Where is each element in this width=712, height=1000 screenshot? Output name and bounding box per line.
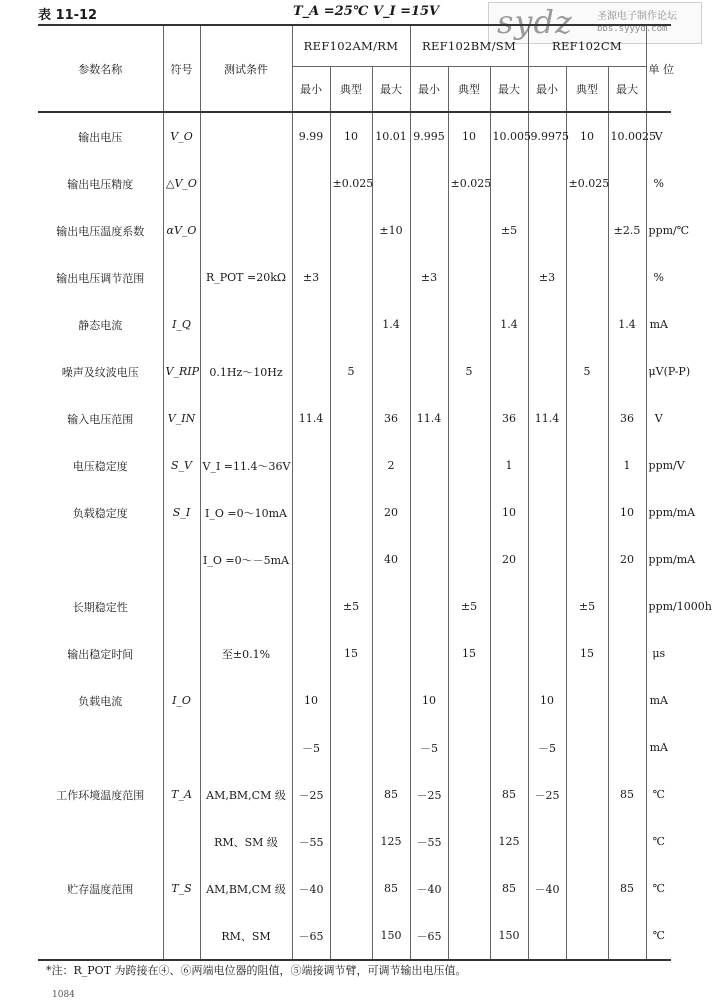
table-row bbox=[38, 207, 671, 254]
b-typ-cell bbox=[448, 442, 490, 489]
c-min-cell bbox=[528, 160, 566, 207]
symbol-cell: T_S bbox=[163, 865, 200, 912]
symbol-cell: V_O bbox=[163, 112, 200, 160]
c-typ-cell bbox=[566, 771, 608, 818]
c-min-cell: －40 bbox=[528, 865, 566, 912]
c-typ-cell bbox=[566, 536, 608, 583]
table-row bbox=[38, 112, 671, 160]
table-row bbox=[38, 301, 671, 348]
c-max-cell bbox=[608, 724, 646, 771]
a-max-cell bbox=[372, 630, 410, 677]
b-max-cell: 1 bbox=[490, 442, 528, 489]
param-name-cell: 负载稳定度 bbox=[38, 489, 163, 536]
b-typ-cell bbox=[448, 771, 490, 818]
c-min-cell: 10 bbox=[528, 677, 566, 724]
condition-cell bbox=[200, 395, 292, 442]
unit-cell: ppm/V bbox=[646, 442, 671, 489]
c-min-cell bbox=[528, 583, 566, 630]
a-min-cell bbox=[292, 489, 330, 536]
unit-cell: V bbox=[646, 395, 671, 442]
b-min-cell: ±3 bbox=[410, 254, 448, 301]
c-max-cell: 85 bbox=[608, 865, 646, 912]
b-max-cell bbox=[490, 160, 528, 207]
b-max-cell bbox=[490, 348, 528, 395]
a-typ-cell: ±0.025 bbox=[330, 160, 372, 207]
a-typ-cell bbox=[330, 912, 372, 960]
c-typ-cell bbox=[566, 865, 608, 912]
a-min-cell bbox=[292, 160, 330, 207]
a-typ-header: 典型 bbox=[330, 67, 372, 113]
a-min-cell bbox=[292, 583, 330, 630]
b-max-cell: 85 bbox=[490, 865, 528, 912]
b-max-cell: 36 bbox=[490, 395, 528, 442]
a-typ-cell bbox=[330, 395, 372, 442]
c-min-cell: －5 bbox=[528, 724, 566, 771]
param-name-cell bbox=[38, 912, 163, 960]
c-typ-cell: 10 bbox=[566, 112, 608, 160]
b-min-cell: 10 bbox=[410, 677, 448, 724]
unit-cell: μs bbox=[646, 630, 671, 677]
symbol-cell bbox=[163, 912, 200, 960]
a-min-cell: 9.99 bbox=[292, 112, 330, 160]
c-min-cell: －25 bbox=[528, 771, 566, 818]
group-c-header: REF102CM bbox=[528, 25, 646, 67]
b-typ-cell bbox=[448, 677, 490, 724]
unit-cell: ppm/mA bbox=[646, 489, 671, 536]
condition-cell: RM、SM bbox=[200, 912, 292, 960]
table-row bbox=[38, 536, 671, 583]
b-typ-cell: 15 bbox=[448, 630, 490, 677]
a-max-cell: 10.01 bbox=[372, 112, 410, 160]
b-min-cell bbox=[410, 489, 448, 536]
condition-cell: 0.1Hz～10Hz bbox=[200, 348, 292, 395]
b-typ-cell bbox=[448, 724, 490, 771]
condition-cell: I_O =0～－5mA bbox=[200, 536, 292, 583]
b-min-cell: －55 bbox=[410, 818, 448, 865]
b-min-cell: 11.4 bbox=[410, 395, 448, 442]
b-typ-cell: ±0.025 bbox=[448, 160, 490, 207]
param-name-cell bbox=[38, 724, 163, 771]
b-min-cell: 9.995 bbox=[410, 112, 448, 160]
b-max-cell: 150 bbox=[490, 912, 528, 960]
b-min-cell bbox=[410, 442, 448, 489]
a-min-cell: 11.4 bbox=[292, 395, 330, 442]
condition-cell bbox=[200, 677, 292, 724]
c-max-cell: 20 bbox=[608, 536, 646, 583]
c-min-cell bbox=[528, 912, 566, 960]
spec-table bbox=[38, 24, 712, 961]
c-typ-cell bbox=[566, 489, 608, 536]
a-min-header: 最小 bbox=[292, 67, 330, 113]
param-name-cell: 输出电压调节范围 bbox=[38, 254, 163, 301]
b-typ-cell bbox=[448, 912, 490, 960]
c-min-cell bbox=[528, 207, 566, 254]
a-max-cell: 85 bbox=[372, 771, 410, 818]
a-max-cell: 40 bbox=[372, 536, 410, 583]
table-row bbox=[38, 583, 671, 630]
test-conditions: T_A =25℃ V_I =15V bbox=[293, 4, 440, 19]
symbol-cell: S_I bbox=[163, 489, 200, 536]
b-min-cell bbox=[410, 536, 448, 583]
watermark-name: 圣源电子制作论坛 bbox=[597, 11, 677, 22]
b-max-cell: 85 bbox=[490, 771, 528, 818]
symbol-cell: V_RIP bbox=[163, 348, 200, 395]
b-max-cell bbox=[490, 583, 528, 630]
table-row bbox=[38, 724, 671, 771]
param-name-cell: 输出电压精度 bbox=[38, 160, 163, 207]
a-max-cell: 150 bbox=[372, 912, 410, 960]
b-min-cell bbox=[410, 301, 448, 348]
col-condition-header: 测试条件 bbox=[200, 25, 292, 112]
symbol-cell bbox=[163, 536, 200, 583]
unit-cell: ℃ bbox=[646, 818, 671, 865]
col-unit-header: 单 位 bbox=[646, 25, 671, 112]
condition-cell bbox=[200, 112, 292, 160]
c-max-cell bbox=[608, 677, 646, 724]
b-min-cell: －5 bbox=[410, 724, 448, 771]
a-min-cell bbox=[292, 301, 330, 348]
a-min-cell bbox=[292, 442, 330, 489]
c-min-cell: 9.9975 bbox=[528, 112, 566, 160]
a-typ-cell bbox=[330, 818, 372, 865]
c-max-cell bbox=[608, 348, 646, 395]
b-typ-cell bbox=[448, 301, 490, 348]
param-name-cell: 长期稳定性 bbox=[38, 583, 163, 630]
unit-cell: ppm/℃ bbox=[646, 207, 671, 254]
a-typ-cell: 5 bbox=[330, 348, 372, 395]
param-name-cell: 输出稳定时间 bbox=[38, 630, 163, 677]
param-name-cell: 输出电压 bbox=[38, 112, 163, 160]
unit-cell: mA bbox=[646, 724, 671, 771]
a-max-cell: 36 bbox=[372, 395, 410, 442]
a-max-cell: ±10 bbox=[372, 207, 410, 254]
c-typ-cell: ±0.025 bbox=[566, 160, 608, 207]
c-max-cell: 36 bbox=[608, 395, 646, 442]
symbol-cell bbox=[163, 724, 200, 771]
a-typ-cell bbox=[330, 677, 372, 724]
c-min-cell: 11.4 bbox=[528, 395, 566, 442]
b-typ-cell: 10 bbox=[448, 112, 490, 160]
b-min-cell bbox=[410, 630, 448, 677]
table-row bbox=[38, 865, 671, 912]
group-b-header: REF102BM/SM bbox=[410, 25, 528, 67]
a-min-cell bbox=[292, 630, 330, 677]
a-max-header: 最大 bbox=[372, 67, 410, 113]
symbol-cell: △V_O bbox=[163, 160, 200, 207]
table-header-row bbox=[38, 25, 671, 67]
symbol-cell: I_O bbox=[163, 677, 200, 724]
a-min-cell: －25 bbox=[292, 771, 330, 818]
c-min-cell bbox=[528, 536, 566, 583]
a-max-cell: 20 bbox=[372, 489, 410, 536]
c-typ-cell bbox=[566, 677, 608, 724]
b-max-cell: 20 bbox=[490, 536, 528, 583]
param-name-cell: 噪声及纹波电压 bbox=[38, 348, 163, 395]
a-min-cell bbox=[292, 536, 330, 583]
param-name-cell: 电压稳定度 bbox=[38, 442, 163, 489]
a-max-cell: 125 bbox=[372, 818, 410, 865]
a-max-cell bbox=[372, 583, 410, 630]
b-max-header: 最大 bbox=[490, 67, 528, 113]
symbol-cell: S_V bbox=[163, 442, 200, 489]
condition-cell bbox=[200, 160, 292, 207]
a-typ-cell bbox=[330, 724, 372, 771]
a-typ-cell bbox=[330, 536, 372, 583]
c-max-header: 最大 bbox=[608, 67, 646, 113]
b-typ-cell bbox=[448, 818, 490, 865]
a-max-cell: 2 bbox=[372, 442, 410, 489]
b-typ-header: 典型 bbox=[448, 67, 490, 113]
unit-cell: mA bbox=[646, 301, 671, 348]
b-min-cell bbox=[410, 583, 448, 630]
condition-cell: 至±0.1% bbox=[200, 630, 292, 677]
b-max-cell bbox=[490, 677, 528, 724]
b-max-cell bbox=[490, 724, 528, 771]
condition-cell: AM,BM,CM 级 bbox=[200, 771, 292, 818]
unit-cell: ppm/1000h bbox=[646, 583, 671, 630]
symbol-cell bbox=[163, 630, 200, 677]
c-max-cell: 1.4 bbox=[608, 301, 646, 348]
table-row bbox=[38, 489, 671, 536]
symbol-cell: T_A bbox=[163, 771, 200, 818]
unit-cell: ℃ bbox=[646, 771, 671, 818]
b-max-cell bbox=[490, 630, 528, 677]
c-max-cell: 85 bbox=[608, 771, 646, 818]
param-name-cell: 负载电流 bbox=[38, 677, 163, 724]
table-row bbox=[38, 771, 671, 818]
symbol-cell: I_Q bbox=[163, 301, 200, 348]
b-min-cell: －40 bbox=[410, 865, 448, 912]
c-max-cell bbox=[608, 254, 646, 301]
c-typ-cell bbox=[566, 724, 608, 771]
param-name-cell: 工作环境温度范围 bbox=[38, 771, 163, 818]
c-typ-cell bbox=[566, 301, 608, 348]
a-min-cell: －40 bbox=[292, 865, 330, 912]
a-min-cell: －65 bbox=[292, 912, 330, 960]
a-min-cell: －5 bbox=[292, 724, 330, 771]
a-max-cell bbox=[372, 348, 410, 395]
c-min-cell: ±3 bbox=[528, 254, 566, 301]
c-max-cell bbox=[608, 583, 646, 630]
b-typ-cell bbox=[448, 536, 490, 583]
c-typ-cell: 5 bbox=[566, 348, 608, 395]
c-max-cell bbox=[608, 160, 646, 207]
a-typ-cell bbox=[330, 442, 372, 489]
b-max-cell bbox=[490, 254, 528, 301]
a-min-cell: 10 bbox=[292, 677, 330, 724]
c-min-cell bbox=[528, 818, 566, 865]
symbol-cell bbox=[163, 254, 200, 301]
symbol-cell: V_IN bbox=[163, 395, 200, 442]
b-typ-cell bbox=[448, 254, 490, 301]
b-min-cell bbox=[410, 160, 448, 207]
c-max-cell bbox=[608, 630, 646, 677]
b-typ-cell: 5 bbox=[448, 348, 490, 395]
b-max-cell: 10 bbox=[490, 489, 528, 536]
unit-cell: μV(P-P) bbox=[646, 348, 671, 395]
symbol-cell bbox=[163, 818, 200, 865]
page-number: 1084 bbox=[52, 990, 75, 1000]
a-max-cell bbox=[372, 254, 410, 301]
param-name-cell: 输出电压温度系数 bbox=[38, 207, 163, 254]
condition-cell: V_I =11.4～36V bbox=[200, 442, 292, 489]
table-row bbox=[38, 348, 671, 395]
watermark-url: bbs.syyyd.com bbox=[597, 24, 668, 34]
b-typ-cell bbox=[448, 395, 490, 442]
b-min-cell bbox=[410, 348, 448, 395]
b-typ-cell: ±5 bbox=[448, 583, 490, 630]
symbol-cell bbox=[163, 583, 200, 630]
watermark-logo: sydz bbox=[497, 3, 573, 41]
c-max-cell: 1 bbox=[608, 442, 646, 489]
b-min-cell: －25 bbox=[410, 771, 448, 818]
condition-cell: RM、SM 级 bbox=[200, 818, 292, 865]
b-max-cell: 1.4 bbox=[490, 301, 528, 348]
a-typ-cell: 15 bbox=[330, 630, 372, 677]
a-typ-cell: ±5 bbox=[330, 583, 372, 630]
c-min-header: 最小 bbox=[528, 67, 566, 113]
a-min-cell: ±3 bbox=[292, 254, 330, 301]
b-min-cell: －65 bbox=[410, 912, 448, 960]
unit-cell: V bbox=[646, 112, 671, 160]
a-max-cell: 1.4 bbox=[372, 301, 410, 348]
c-min-cell bbox=[528, 301, 566, 348]
unit-cell: ℃ bbox=[646, 865, 671, 912]
a-typ-cell bbox=[330, 254, 372, 301]
unit-cell: ppm/mA bbox=[646, 536, 671, 583]
col-symbol-header: 符号 bbox=[163, 25, 200, 112]
unit-cell: ℃ bbox=[646, 912, 671, 960]
unit-cell: % bbox=[646, 160, 671, 207]
condition-cell: R_POT =20kΩ bbox=[200, 254, 292, 301]
c-typ-cell: 15 bbox=[566, 630, 608, 677]
a-max-cell bbox=[372, 724, 410, 771]
c-typ-cell bbox=[566, 818, 608, 865]
table-row bbox=[38, 677, 671, 724]
table-number: 表 11-12 bbox=[38, 8, 98, 23]
table-row bbox=[38, 442, 671, 489]
a-max-cell bbox=[372, 677, 410, 724]
b-typ-cell bbox=[448, 207, 490, 254]
table-row bbox=[38, 630, 671, 677]
b-min-cell bbox=[410, 207, 448, 254]
c-typ-header: 典型 bbox=[566, 67, 608, 113]
unit-cell: mA bbox=[646, 677, 671, 724]
condition-cell bbox=[200, 301, 292, 348]
param-name-cell bbox=[38, 818, 163, 865]
c-typ-cell bbox=[566, 395, 608, 442]
c-max-cell bbox=[608, 912, 646, 960]
table-row bbox=[38, 160, 671, 207]
c-typ-cell bbox=[566, 207, 608, 254]
table-row bbox=[38, 395, 671, 442]
c-max-cell: 10 bbox=[608, 489, 646, 536]
param-name-cell: 静态电流 bbox=[38, 301, 163, 348]
b-max-cell: 10.005 bbox=[490, 112, 528, 160]
footnote: *注：R_POT 为跨接在④、⑥两端电位器的阻值，⑤端接调节臂，可调节输出电压值。 bbox=[46, 964, 467, 977]
param-name-cell: 贮存温度范围 bbox=[38, 865, 163, 912]
b-max-cell: 125 bbox=[490, 818, 528, 865]
a-typ-cell bbox=[330, 865, 372, 912]
group-a-header: REF102AM/RM bbox=[292, 25, 410, 67]
condition-cell: AM,BM,CM 级 bbox=[200, 865, 292, 912]
c-min-cell bbox=[528, 630, 566, 677]
c-typ-cell bbox=[566, 912, 608, 960]
b-typ-cell bbox=[448, 489, 490, 536]
symbol-cell: αV_O bbox=[163, 207, 200, 254]
a-typ-cell bbox=[330, 489, 372, 536]
unit-cell: % bbox=[646, 254, 671, 301]
a-min-cell bbox=[292, 348, 330, 395]
b-typ-cell bbox=[448, 865, 490, 912]
a-max-cell bbox=[372, 160, 410, 207]
a-min-cell: －55 bbox=[292, 818, 330, 865]
table-row bbox=[38, 254, 671, 301]
a-typ-cell bbox=[330, 301, 372, 348]
a-typ-cell bbox=[330, 207, 372, 254]
c-typ-cell bbox=[566, 442, 608, 489]
c-typ-cell: ±5 bbox=[566, 583, 608, 630]
c-typ-cell bbox=[566, 254, 608, 301]
c-max-cell: 10.0025 bbox=[608, 112, 646, 160]
a-max-cell: 85 bbox=[372, 865, 410, 912]
table-row bbox=[38, 818, 671, 865]
param-name-cell bbox=[38, 536, 163, 583]
c-min-cell bbox=[528, 442, 566, 489]
condition-cell bbox=[200, 583, 292, 630]
c-min-cell bbox=[528, 348, 566, 395]
b-max-cell: ±5 bbox=[490, 207, 528, 254]
a-typ-cell bbox=[330, 771, 372, 818]
a-min-cell bbox=[292, 207, 330, 254]
table-row bbox=[38, 912, 671, 960]
b-min-header: 最小 bbox=[410, 67, 448, 113]
a-typ-cell: 10 bbox=[330, 112, 372, 160]
c-min-cell bbox=[528, 489, 566, 536]
condition-cell bbox=[200, 207, 292, 254]
param-name-cell: 输入电压范围 bbox=[38, 395, 163, 442]
condition-cell: I_O =0～10mA bbox=[200, 489, 292, 536]
c-max-cell: ±2.5 bbox=[608, 207, 646, 254]
col-param-header: 参数名称 bbox=[38, 25, 163, 112]
c-max-cell bbox=[608, 818, 646, 865]
condition-cell bbox=[200, 724, 292, 771]
